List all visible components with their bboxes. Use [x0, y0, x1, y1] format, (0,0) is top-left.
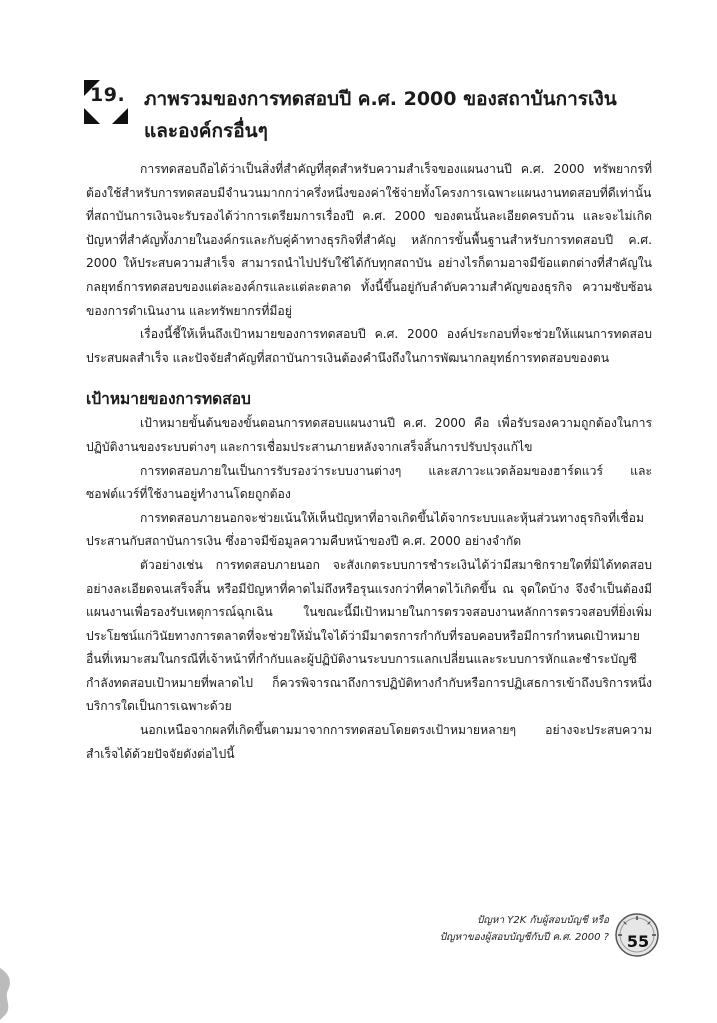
running-footer [369, 912, 609, 946]
footer-line: ปัญหาของผู้สอบบัญชีกับปี ค.ศ. 2000 ? [439, 932, 609, 943]
page-title: ภาพรวมของการทดสอบปี ค.ศ. 2000 ของสถาบันการเงิน [144, 88, 617, 110]
binding-edge [0, 968, 16, 1020]
footer-line: ปัญหา Y2K กับผู้สอบบัญชี หรือ [477, 915, 609, 926]
paragraph: นอกเหนือจากผลที่เกิดขึ้นตามมาจากการทดสอบโดยตรงเป้าหมายหลายๆ อย่างจะประสบความสำเร็จได้ด้วยปัจจัยดังต่อไปนี้ [86, 723, 652, 761]
section-number: 19. [90, 84, 126, 106]
page-number: 55 [626, 932, 650, 951]
paragraph: ตัวอย่างเช่น การทดสอบภายนอก จะสังเกตระบบการชำระเงินได้ว่ามีสมาชิกรายใดที่มิได้ทดสอบอย่างละเอียดจนเสร็จสิ้น หรือมีปัญหาที่คาดไม่ถึงหรือรุนแรงกว่าที่คาดไว้เกิดขึ้น ณ จุดใดบ้าง จึงจำเป็นต้องมีแผนงานเพื่อรองรับเหตุการณ์ฉุกเฉิน ในขณะนี้มีเป้าหมายในการตรวจสอบงานหลักการตรวจสอบที่ยิ่งเพิ่มประโยชน์แก่วินัยทางการตลาดที่จะช่วยให้มั่นใจได้ว่ามีมาตรการกำกับที่รอบคอบหรือมีการกำหนดเป้าหมายอื่นที่เหมาะสมในกรณีที่เจ้าหน้าที่กำกับและผู้ปฏิบัติงานระบบการแลกเปลี่ยนและระบบการหักและชำระบัญชีกำลังทดสอบเป้าหมายที่พลาดไป ก็ควรพิจารณาถึงการปฏิบัติทางกำกับหรือการปฏิเสธการเข้าถึงบริการหนึ่งบริการใดเป็นการเฉพาะด้วย [86, 557, 652, 714]
page-title-continued: และองค์กรอื่นๆ [144, 120, 268, 142]
paragraph: การทดสอบภายในเป็นการรับรองว่าระบบงานต่างๆ และสภาวะแวดล้อมของฮาร์ดแวร์ และซอฟต์แวร์ที่ใช้งานอยู่ทำงานโดยถูกต้อง [86, 463, 652, 502]
sub-heading: เป้าหมายของการทดสอบ [86, 390, 251, 409]
paragraph: เรื่องนี้ชี้ให้เห็นถึงเป้าหมายของการทดสอบปี ค.ศ. 2000 องค์ประกอบที่จะช่วยให้แผนการทดสอบประสบผลสำเร็จ และปัจจัยสำคัญที่สถาบันการเงินต้องคำนึงถึงในการพัฒนากลยุทธ์การทดสอบของตน [86, 327, 652, 365]
paragraph: การทดสอบภายนอกจะช่วยเน้นให้เห็นปัญหาที่อาจเกิดขึ้นได้จากระบบและหุ้นส่วนทางธุรกิจที่เชื่อมประสานกับสถาบันการเงิน ซึ่งอาจมีข้อมูลความคืบหน้าของปี ค.ศ. 2000 อย่างจำกัด [86, 510, 644, 549]
body-text [86, 158, 652, 766]
paragraph: เป้าหมายขั้นต้นของขั้นตอนการทดสอบแผนงานปี ค.ศ. 2000 คือ เพื่อรับรองความถูกต้องในการปฏิบัติงานของระบบต่างๆ และการเชื่อมประสานภายหลังจากเสร็จสิ้นการปรับปรุงแก้ไข [86, 416, 652, 454]
paragraph: การทดสอบถือได้ว่าเป็นสิ่งที่สำคัญที่สุดสำหรับความสำเร็จของแผนงานปี ค.ศ. 2000 ทรัพยากรที่ต้องใช้สำหรับการทดสอบมีจำนวนมากกว่าครึ่งหนึ่งของค่าใช้จ่ายทั้งโครงการเฉพาะแผนงานทดสอบที่ดีเท่านั้นที่สถาบันการเงินจะรับรองได้ว่าการเตรียมการเรื่องปี ค.ศ. 2000 ของตนนั้นละเอียดครบถ้วน และจะไม่เกิดปัญหาที่สำคัญทั้งภายในองค์กรและกับคู่ค้าทางธุรกิจที่สำคัญ หลักการขั้นพื้นฐานสำหรับการทดสอบปี ค.ศ. 2000 ให้ประสบความสำเร็จ สามารถนำไปปรับใช้ได้กับทุกสถาบัน อย่างไรก็ตามอาจมีข้อแตกต่างที่สำคัญในกลยุทธ์การทดสอบของแต่ละองค์กรและแต่ละตลาด ทั้งนี้ขึ้นอยู่กับลำดับความสำคัญของธุรกิจ ความซับซ้อนของการดำเนินงาน และทรัพยากรที่มีอยู่ [86, 162, 652, 318]
